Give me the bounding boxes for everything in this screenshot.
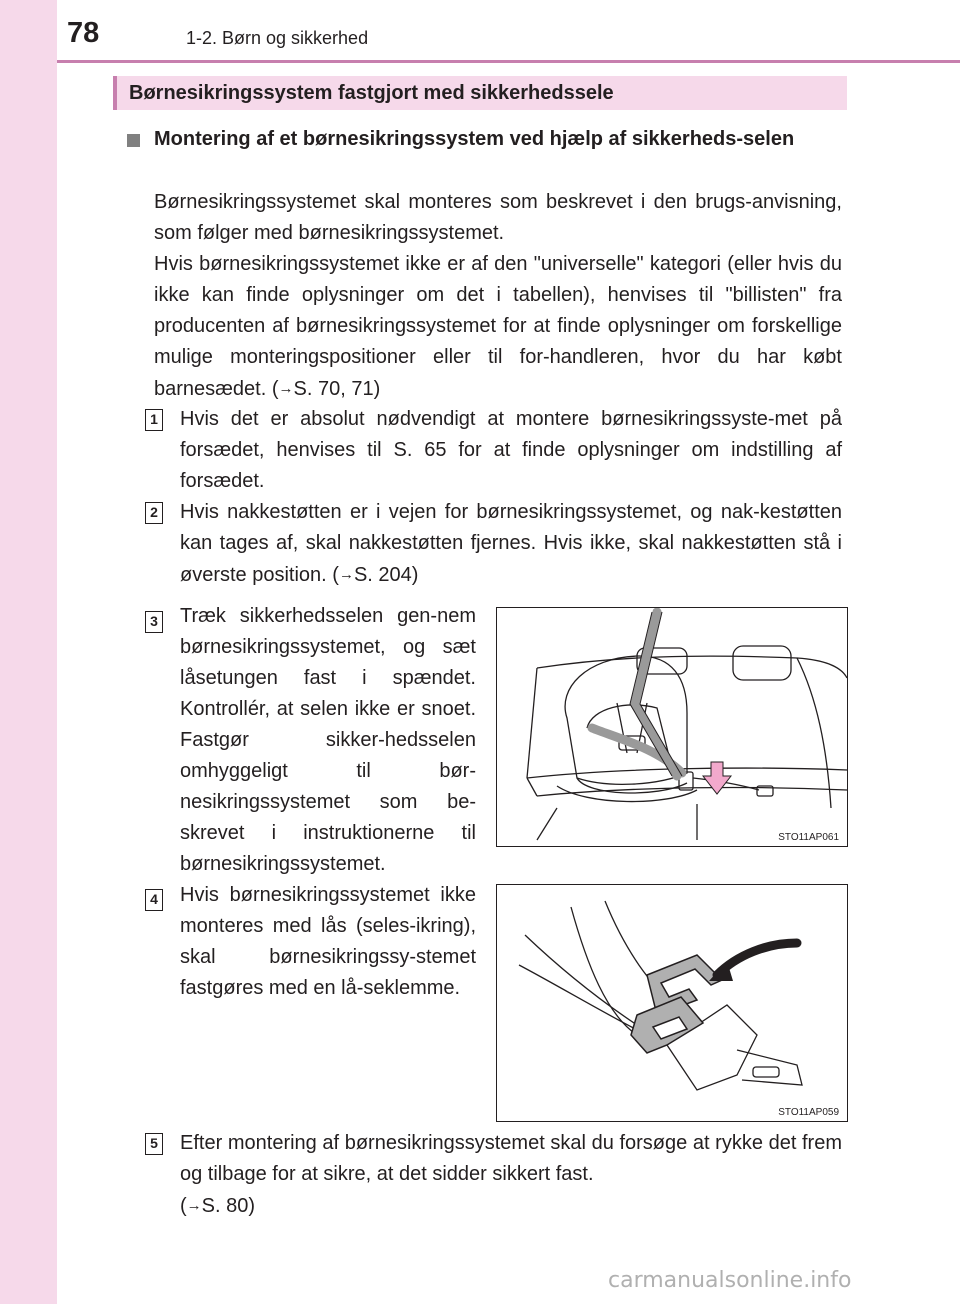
step-number-box: 5	[145, 1133, 163, 1155]
step-2-body: Hvis nakkestøtten er i vejen for børnesikringssystemet, og nak-kestøtten kan tages af, skal nakkestøtten fjernes. Hvis ikke, skal nakkestøtten stå i øverste position. (	[180, 501, 842, 586]
reference-arrow-icon: →	[186, 1197, 202, 1214]
step-5-text	[180, 1128, 842, 1222]
step-number-box: 2	[145, 502, 163, 524]
step-5-reference: S. 80)	[201, 1195, 256, 1217]
locking-clip-illustration	[497, 885, 848, 1122]
step-number-box: 3	[145, 611, 163, 633]
left-margin-strip	[0, 0, 57, 1304]
step-2-reference: S. 204)	[353, 564, 419, 586]
section-title: 1-2. Børn og sikkerhed	[186, 28, 369, 48]
paragraph-2-text: Hvis børnesikringssystemet ikke er af den "universelle" kategori (eller hvis du ikke kan finde oplysninger om det i tabellen), henvises til "billisten" fra producenten af børnesikringssystemet for at finde oplysninger om forskellige mulige monteringspositioner eller til for-handleren, hvor du har købt barnesædet. (	[154, 253, 842, 400]
step-number-box: 4	[145, 889, 163, 911]
subheading-text: Montering af et børnesikringssystem ved hjælp af sikkerheds-selen	[154, 128, 795, 150]
header-divider	[57, 60, 960, 63]
locking-clip-figure	[496, 884, 848, 1122]
child-seat-figure	[496, 607, 848, 847]
child-seat-illustration	[497, 608, 848, 847]
page-number: 78	[67, 17, 100, 49]
figure-code: STO11AP061	[778, 832, 839, 843]
watermark: carmanualsonline.info	[608, 1268, 852, 1293]
step-1-text: Hvis det er absolut nødvendigt at montere børnesikringssyste-met på forsædet, henvises til S. 65 for at finde oplysninger om indstilling af forsædet.	[180, 408, 842, 492]
paragraph-1: Børnesikringssystemet skal monteres som beskrevet i den brugs-anvisning, som følger med børnesikringssystemet.	[154, 191, 842, 244]
section-title-bar-label: Børnesikringssystem fastgjort med sikkerhedssele	[129, 82, 614, 104]
reference-arrow-icon: →	[278, 380, 294, 397]
step-5-reference-open: (	[180, 1195, 187, 1217]
step-5-body: Efter montering af børnesikringssystemet skal du forsøge at rykke det frem og tilbage for at sikre, at det sidder sikkert fast.	[180, 1132, 842, 1185]
figure-code: STO11AP059	[778, 1107, 839, 1118]
step-2-text	[180, 497, 842, 591]
step-number-box: 1	[145, 409, 163, 431]
paragraph-2	[154, 249, 842, 405]
subheading	[127, 124, 842, 155]
step-3-text: Træk sikkerhedsselen gen-nem børnesikringssystemet, og sæt låsetungen fast i spændet. Kontrollér, at selen ikke er snoet. Fastgør sikker-hedsselen omhyggeligt til bør-nesikringssystemet som be-skrevet i instruktionerne til børnesikringssystemet.	[180, 605, 476, 875]
step-4-text: Hvis børnesikringssystemet ikke monteres med lås (seles-ikring), skal børnesikringssy-stemet fastgøres med en lå-seklemme.	[180, 884, 476, 999]
reference-arrow-icon: →	[338, 566, 354, 583]
paragraph-2-reference: S. 70, 71)	[293, 378, 381, 400]
square-bullet-icon	[127, 134, 140, 147]
section-title-bar	[113, 76, 847, 110]
